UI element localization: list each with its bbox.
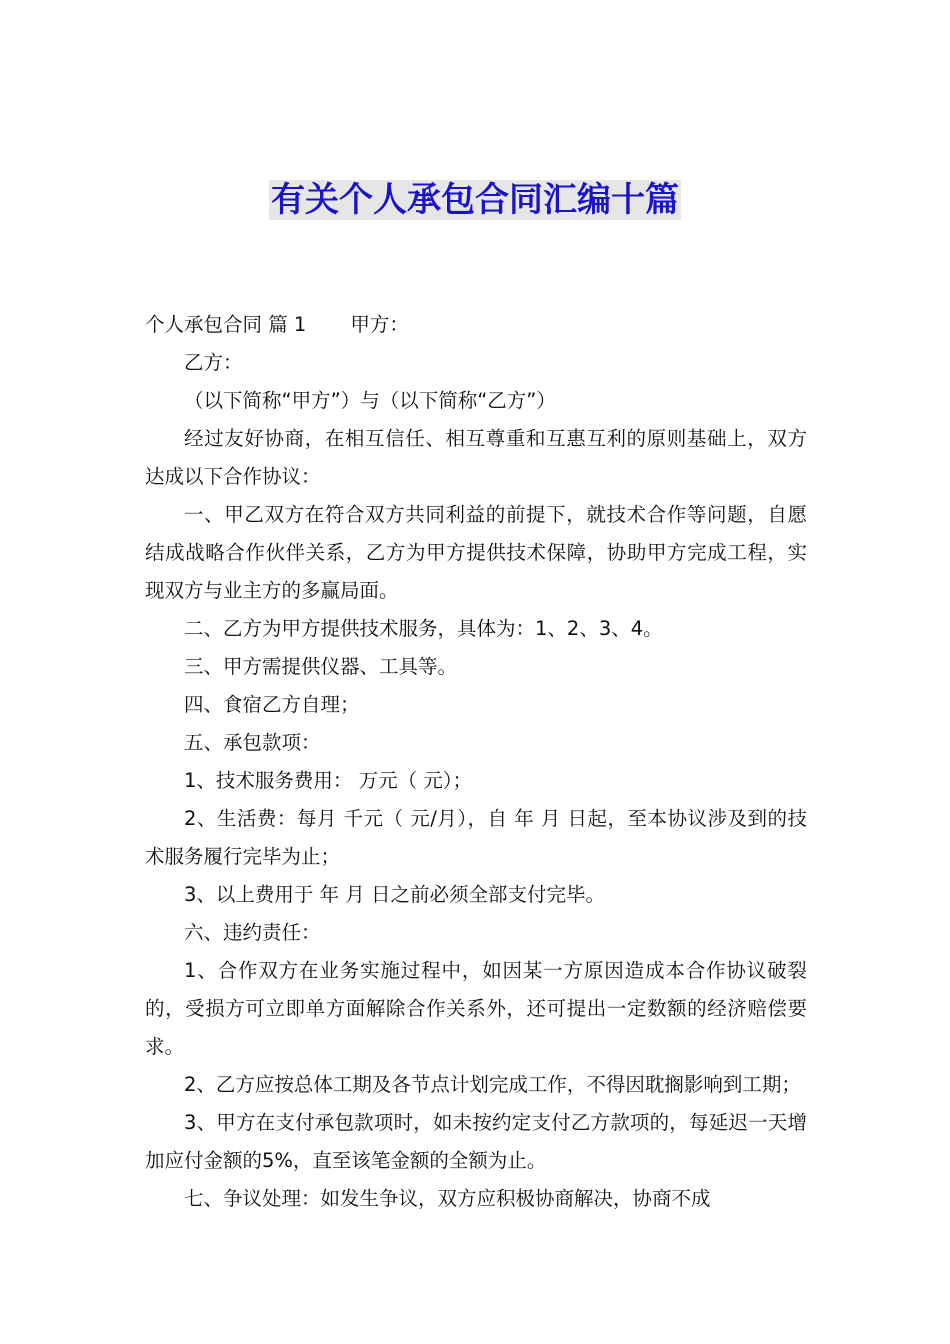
party-a-label: 甲方： [350, 313, 409, 336]
paragraph: 2、生活费：每月 千元（ 元/月），自 年 月 日起，至本协议涉及到的技术服务履行完毕为止； [145, 807, 807, 868]
paragraph: 1、合作双方在业务实施过程中，如因某一方原因造成本合作协议破裂的，受损方可立即单方面解除合作关系外，还可提出一定数额的经济赔偿要求。 [145, 959, 807, 1058]
paragraph: 一、甲乙双方在符合双方共同利益的前提下，就技术合作等问题，自愿结成战略合作伙伴关系，乙方为甲方提供技术保障，协助甲方完成工程，实现双方与业主方的多赢局面。 [145, 503, 807, 602]
paragraph: 2、乙方应按总体工期及各节点计划完成工作，不得因耽搁影响到工期； [184, 1073, 801, 1096]
paragraph: 五、承包款项： [184, 731, 321, 754]
document-title-text: 有关个人承包合同汇编十篇 [271, 180, 679, 220]
paragraph: 乙方： [184, 351, 243, 374]
paragraph: 六、违约责任： [184, 921, 321, 944]
paragraph: 二、乙方为甲方提供技术服务，具体为：1、2、3、4。 [184, 617, 663, 640]
paragraph: 四、食宿乙方自理； [184, 693, 360, 716]
document-body [145, 306, 807, 1218]
paragraph: 三、甲方需提供仪器、工具等。 [184, 655, 458, 678]
section-heading: 个人承包合同 篇 1 [145, 313, 307, 336]
section-heading-line [145, 306, 807, 344]
paragraph: 1、技术服务费用： 万元（ 元）； [184, 769, 473, 792]
paragraph: 经过友好协商，在相互信任、相互尊重和互惠互利的原则基础上，双方达成以下合作协议： [145, 427, 807, 488]
paragraph: 3、以上费用于 年 月 日之前必须全部支付完毕。 [184, 883, 606, 906]
document-title [0, 176, 950, 224]
paragraph: 七、争议处理：如发生争议，双方应积极协商解决，协商不成 [184, 1187, 711, 1210]
paragraph: 3、甲方在支付承包款项时，如未按约定支付乙方款项的，每延迟一天增加应付金额的5%，直至该笔金额的全额为止。 [145, 1111, 807, 1172]
paragraph: （以下简称“甲方”）与（以下简称“乙方”） [184, 389, 556, 412]
